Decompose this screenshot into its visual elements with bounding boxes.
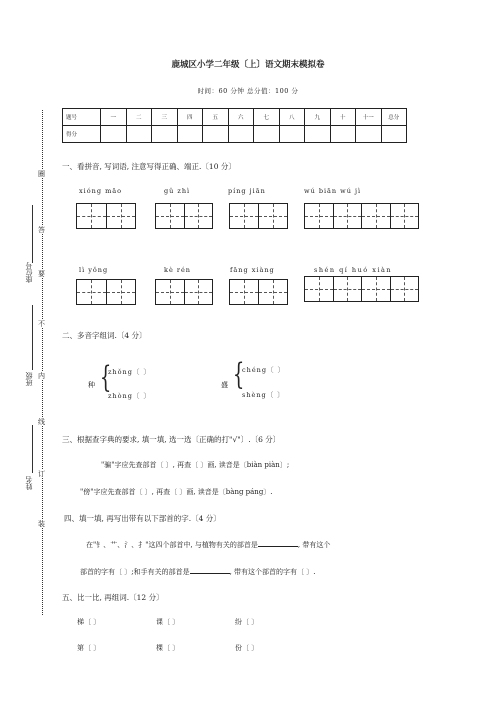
score-table xyxy=(62,108,407,143)
question-text: 部首的字有〔 〕;和手有关的部首是 xyxy=(80,568,190,576)
polyphone-option[interactable]: zhǒng〔 〕 xyxy=(108,368,151,376)
pinyin-label: kè rén xyxy=(164,266,191,274)
score-label-cell: 得分 xyxy=(63,126,101,143)
score-input-cell[interactable] xyxy=(254,126,280,143)
binding-char: 要 xyxy=(38,270,45,278)
writing-grid[interactable] xyxy=(76,279,136,305)
score-cell: 五 xyxy=(203,109,229,126)
seat-number-line[interactable] xyxy=(32,205,33,263)
pinyin-label: gǔ zhì xyxy=(164,187,191,195)
compare-item[interactable]: 份〔 〕 xyxy=(235,644,259,652)
score-input-cell[interactable] xyxy=(356,126,382,143)
score-cell: 四 xyxy=(177,109,203,126)
polyphone-char: 种 xyxy=(88,381,95,389)
score-table-score-row xyxy=(63,126,407,143)
radical-question-line-2 xyxy=(80,566,316,577)
answer-blank[interactable] xyxy=(258,539,298,547)
score-cell: 三 xyxy=(152,109,178,126)
pinyin-label: shén qí huó xiàn xyxy=(314,266,393,274)
score-input-cell[interactable] xyxy=(101,126,127,143)
question-text: , 带有这个部首的字有〔 〕. xyxy=(229,568,316,576)
brace-icon: { xyxy=(99,360,112,395)
binding-char: 订 xyxy=(38,470,45,478)
binding-line xyxy=(42,110,43,615)
radical-question-line-1 xyxy=(86,539,330,550)
score-cell: 总分 xyxy=(381,109,407,126)
binding-char: 线 xyxy=(38,418,45,426)
pinyin-label: fāng xiàng xyxy=(230,266,275,274)
binding-char: 内 xyxy=(38,372,45,380)
name-label: 姓名 xyxy=(25,476,33,490)
binding-char: 不 xyxy=(38,320,45,328)
writing-grid[interactable] xyxy=(229,203,288,229)
pinyin-label: píng jiān xyxy=(228,187,266,195)
score-cell: 题号 xyxy=(63,109,101,126)
question-text: , 带有这个 xyxy=(297,541,331,549)
score-input-cell[interactable] xyxy=(279,126,305,143)
score-cell: 一 xyxy=(101,109,127,126)
score-cell: 二 xyxy=(126,109,152,126)
question-text: 在"钅、艹、氵、扌"这四个部首中, 与植物有关的部首是 xyxy=(86,541,258,549)
polyphone-char: 盛 xyxy=(221,381,228,389)
section-2-heading: 二、多音字组词.〔4 分〕 xyxy=(62,331,147,340)
compare-item[interactable]: 棵〔 〕 xyxy=(156,644,180,652)
score-cell: 十一 xyxy=(356,109,382,126)
compare-item[interactable]: 第〔 〕 xyxy=(77,644,101,652)
compare-item[interactable]: 纷〔 〕 xyxy=(235,618,259,626)
score-cell: 八 xyxy=(279,109,305,126)
seat-number-label: 座位号 xyxy=(25,262,33,283)
polyphone-option[interactable]: zhòng〔 〕 xyxy=(108,392,151,400)
score-table-header-row xyxy=(63,109,407,126)
binding-char: 圈 xyxy=(38,170,45,178)
writing-grid[interactable] xyxy=(229,279,288,305)
section-5-heading: 五、比一比, 再组词.〔12 分〕 xyxy=(62,593,164,602)
exam-title: 鹿城区小学二年级〔上〕语文期末模拟卷 xyxy=(171,60,325,70)
score-cell: 七 xyxy=(254,109,280,126)
class-label: 班级 xyxy=(25,372,33,386)
binding-char: 装 xyxy=(38,520,45,528)
section-3-heading: 三、根据查字典的要求, 填一填, 选一选〔正确的打"√"〕.〔6 分〕 xyxy=(62,435,281,444)
writing-grid[interactable] xyxy=(304,203,419,229)
polyphone-option[interactable]: chéng〔 〕 xyxy=(242,366,286,374)
score-input-cell[interactable] xyxy=(228,126,254,143)
binding-char: 答 xyxy=(38,226,45,234)
answer-blank[interactable] xyxy=(190,566,230,574)
score-cell: 十 xyxy=(330,109,356,126)
polyphone-option[interactable]: shèng〔 〕 xyxy=(242,391,285,399)
exam-meta: 时间：60 分钟 总分值：100 分 xyxy=(197,87,299,95)
dictionary-question[interactable]: "傍"字应先查部首〔 〕, 再查〔 〕画, 读音是〔bàng páng〕. xyxy=(80,488,273,496)
compare-item[interactable]: 课〔 〕 xyxy=(156,618,180,626)
score-input-cell[interactable] xyxy=(177,126,203,143)
score-input-cell[interactable] xyxy=(381,126,407,143)
pinyin-label: xióng māo xyxy=(79,187,123,195)
dictionary-question[interactable]: "骗"字应先查部首〔 〕, 再查〔 〕画, 读音是〔biàn piàn〕; xyxy=(101,461,290,469)
score-input-cell[interactable] xyxy=(330,126,356,143)
score-input-cell[interactable] xyxy=(152,126,178,143)
section-1-heading: 一、看拼音, 写词语, 注意写得正确、端正.〔10 分〕 xyxy=(62,162,236,171)
writing-grid[interactable] xyxy=(155,203,213,229)
score-input-cell[interactable] xyxy=(126,126,152,143)
section-4-heading: 四、填一填, 再写出带有以下部首的字.〔4 分〕 xyxy=(64,514,221,523)
brace-icon: { xyxy=(232,357,245,392)
score-cell: 九 xyxy=(305,109,331,126)
score-cell: 六 xyxy=(228,109,254,126)
pinyin-label: lì yǒng xyxy=(79,266,109,274)
name-line[interactable] xyxy=(32,425,33,473)
writing-grid[interactable] xyxy=(304,276,419,302)
writing-grid[interactable] xyxy=(155,279,213,305)
writing-grid[interactable] xyxy=(76,203,136,229)
compare-item[interactable]: 梯〔 〕 xyxy=(77,618,101,626)
score-input-cell[interactable] xyxy=(203,126,229,143)
class-line[interactable] xyxy=(32,305,33,370)
pinyin-label: wú biān wú jì xyxy=(304,187,362,195)
score-input-cell[interactable] xyxy=(305,126,331,143)
